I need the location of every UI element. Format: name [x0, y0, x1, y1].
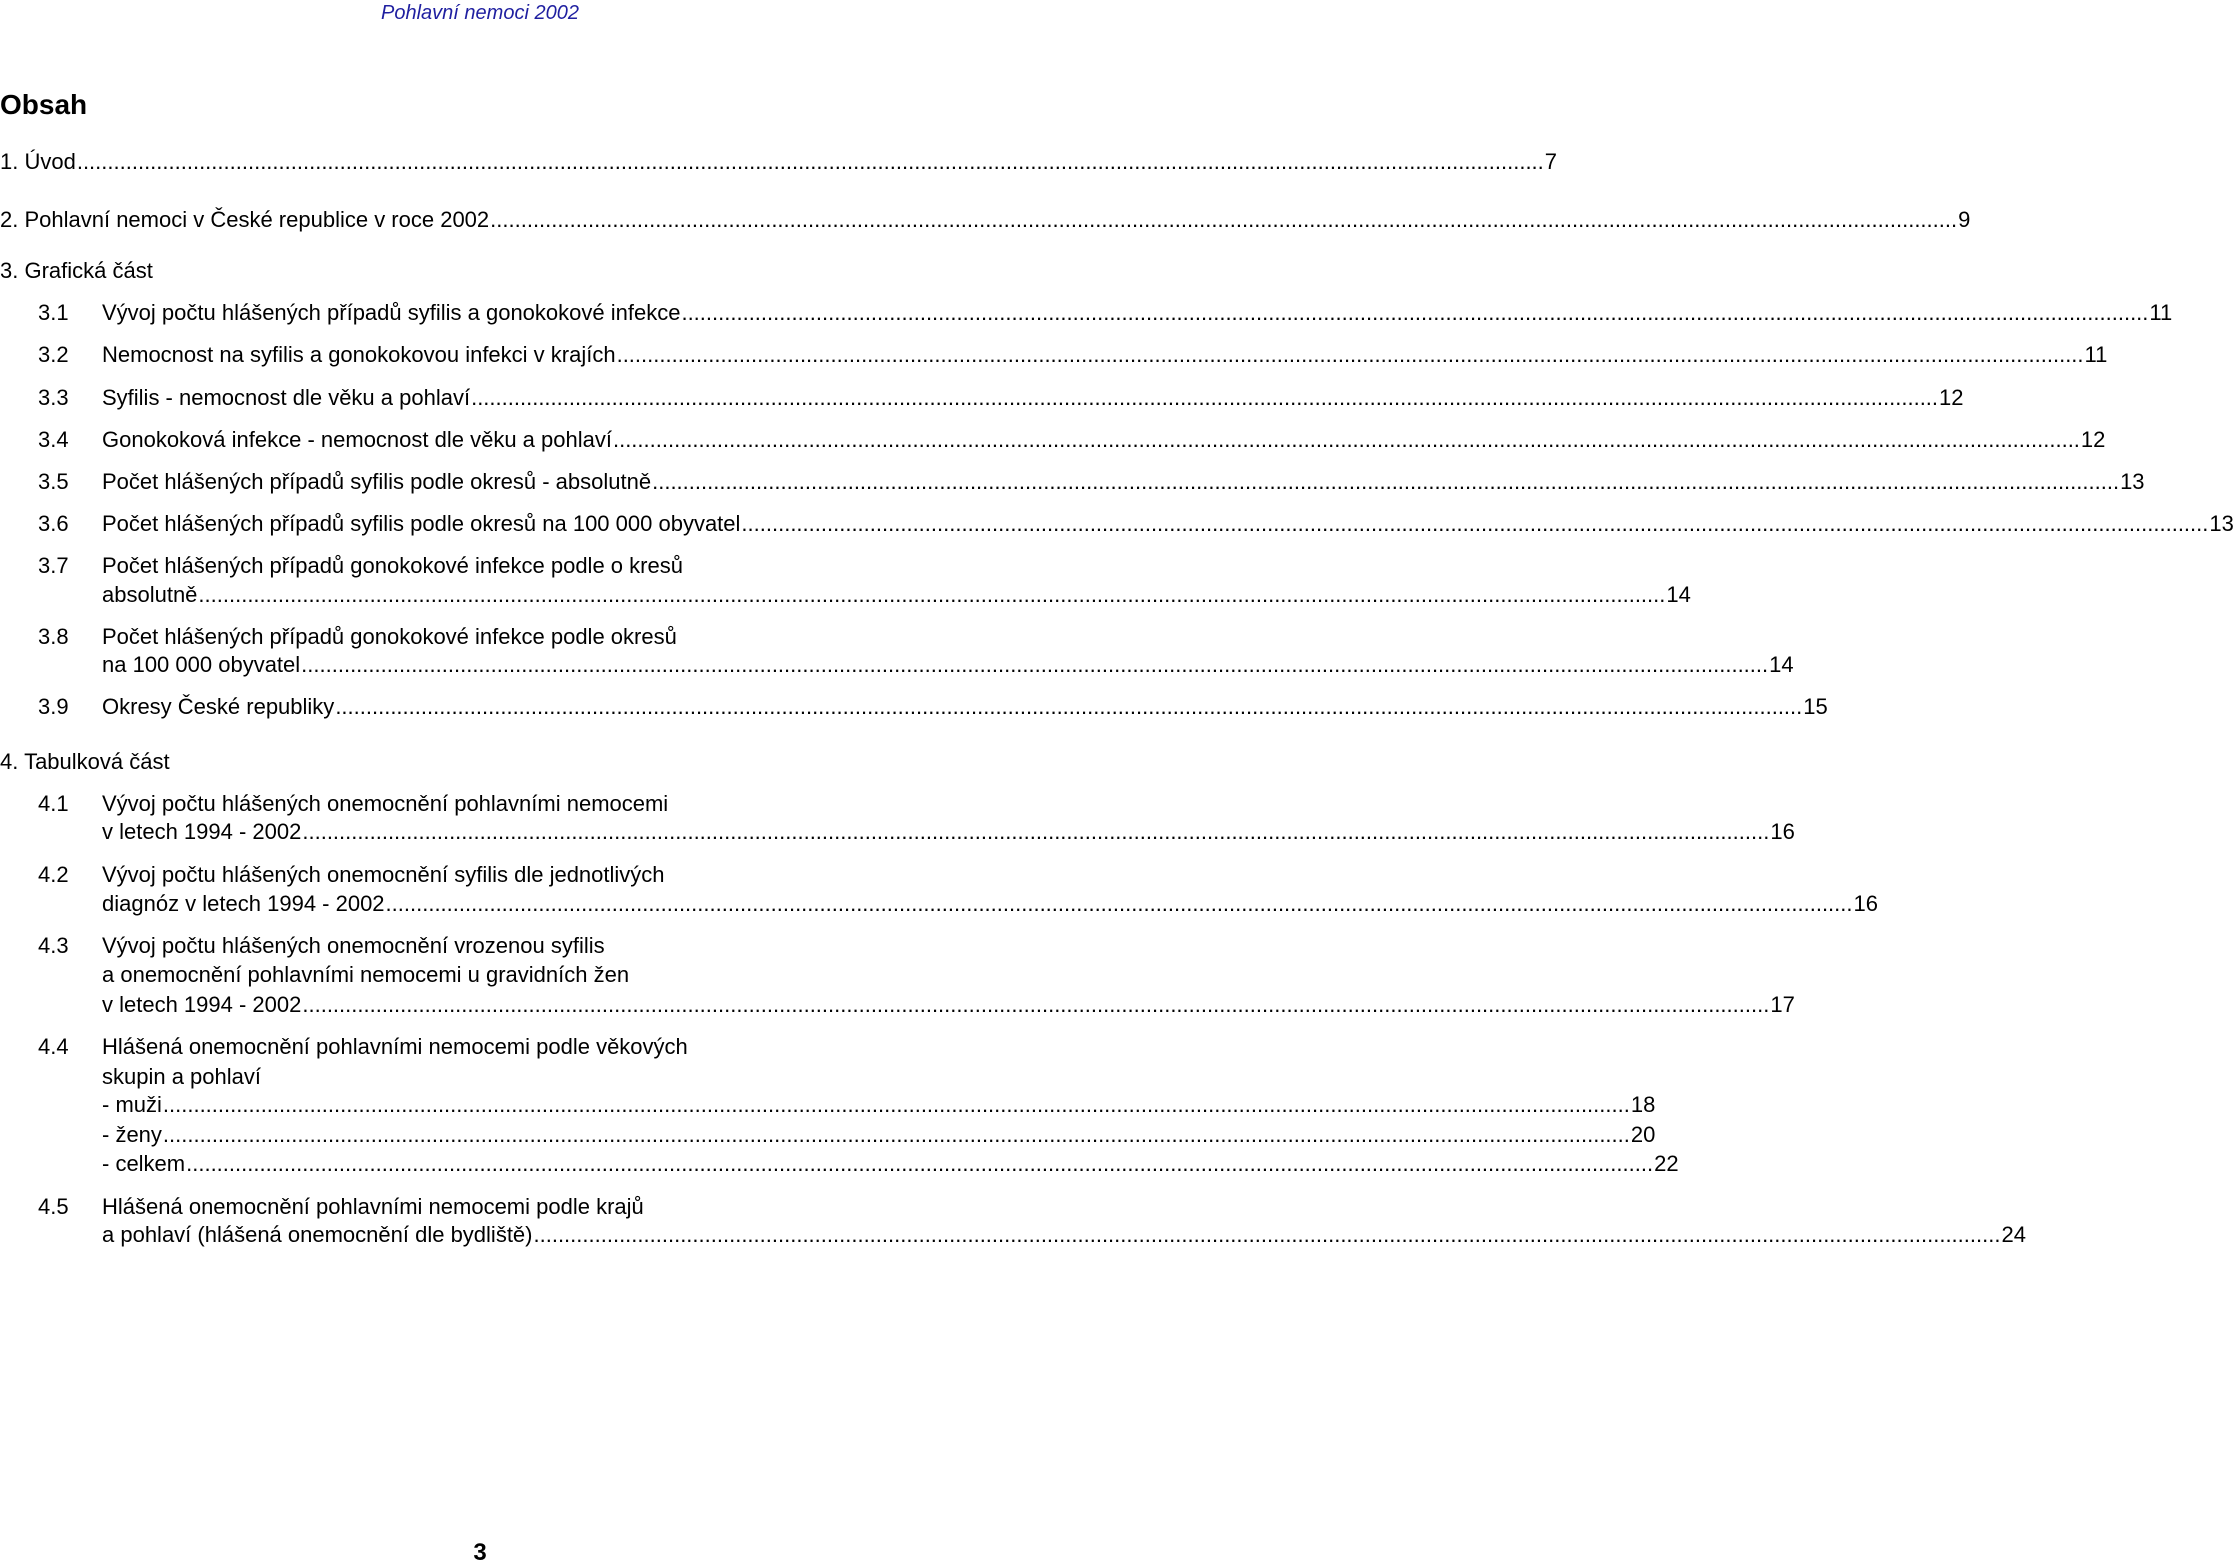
dot-leader: ................................................................................................................................................................................................................................................: [301, 652, 1769, 677]
toc-entry-number: 3.5: [38, 469, 69, 494]
dot-leader: ................................................................................................................................................................................................................................................: [302, 819, 1770, 844]
dot-leader: ................................................................................................................................................................................................................................................: [741, 511, 2209, 536]
dot-leader: ................................................................................................................................................................................................................................................: [302, 992, 1770, 1017]
toc-entry-4-4-line1: Hlášená onemocnění pohlavními nemocemi podle věkových: [102, 1034, 688, 1059]
page-number: 3: [473, 1539, 487, 1566]
toc-entry-page: 16: [1853, 891, 1878, 916]
toc-entry-number: 3.3: [38, 385, 69, 410]
toc-entry-label: v letech 1994 - 2002: [102, 992, 302, 1017]
toc-entry-page: 9: [1958, 207, 1971, 232]
toc-entry-3-9[interactable]: [102, 692, 1828, 721]
toc-entry-page: 17: [1770, 992, 1795, 1017]
dot-leader: ................................................................................................................................................................................................................................................: [490, 207, 1958, 232]
toc-entry-4-4-muzi[interactable]: [102, 1090, 1656, 1119]
toc-entry-4-2-line1: Vývoj počtu hlášených onemocnění syfilis dle jednotlivých: [102, 862, 665, 887]
toc-entry-number: 3.1: [38, 300, 69, 325]
toc-entry-4-4-celkem[interactable]: [102, 1149, 1679, 1178]
toc-entry-label: - celkem: [102, 1151, 186, 1176]
toc-entry-number: 3.6: [38, 511, 69, 536]
toc-entry-3-6[interactable]: [102, 509, 2234, 538]
toc-entry-4-3-line2: a onemocnění pohlavními nemocemi u gravidních žen: [102, 962, 630, 987]
toc-entry-4-5-line1: Hlášená onemocnění pohlavními nemocemi podle krajů: [102, 1194, 644, 1219]
toc-entry-label: absolutně: [102, 582, 198, 607]
toc-entry-page: 12: [2080, 427, 2106, 452]
toc-entry-3-8-line1: Počet hlášených případů gonokokové infekce podle okresů: [102, 624, 677, 649]
toc-entry-number: 4.1: [38, 791, 69, 816]
toc-entry-number: 3.2: [38, 342, 69, 367]
toc-entry-label: na 100 000 obyvatel: [102, 652, 301, 677]
toc-entry-3-4[interactable]: [102, 425, 2106, 454]
dot-leader: ................................................................................................................................................................................................................................................: [162, 1122, 1630, 1147]
toc-entry-label: 2. Pohlavní nemoci v České republice v roce 2002: [0, 207, 490, 232]
toc-entry-page: 11: [2149, 300, 2173, 325]
toc-entry-label: Syfilis - nemocnost dle věku a pohlaví: [102, 385, 471, 410]
toc-entry-3-1[interactable]: [102, 298, 2173, 327]
dot-leader: ................................................................................................................................................................................................................................................: [533, 1222, 2001, 1247]
toc-entry-3-2[interactable]: [102, 340, 2108, 369]
dot-leader: ................................................................................................................................................................................................................................................: [471, 385, 1939, 410]
toc-section-tabulkova-cast: 4. Tabulková část: [0, 749, 170, 774]
toc-entry-3-5[interactable]: [102, 467, 2145, 496]
toc-entry-page: 15: [1803, 694, 1828, 719]
toc-entry-page: 16: [1770, 819, 1795, 844]
toc-entry-number: 4.4: [38, 1034, 69, 1059]
dot-leader: ................................................................................................................................................................................................................................................: [612, 427, 2080, 452]
toc-entry-pohlavni-nemoci[interactable]: [0, 205, 1971, 234]
toc-entry-label: Nemocnost na syfilis a gonokokovou infekci v krajích: [102, 342, 616, 367]
toc-entry-page: 13: [2120, 469, 2145, 494]
toc-entry-page: 22: [1654, 1151, 1679, 1176]
dot-leader: ................................................................................................................................................................................................................................................: [162, 1092, 1630, 1117]
toc-entry-page: 18: [1630, 1092, 1656, 1117]
running-header: Pohlavní nemoci 2002: [381, 2, 579, 24]
toc-entry-4-4-line2: skupin a pohlaví: [102, 1064, 261, 1089]
toc-entry-page: 13: [2209, 511, 2234, 536]
toc-entry-3-8[interactable]: [102, 650, 1794, 679]
toc-entry-page: 24: [2001, 1222, 2026, 1247]
toc-entry-number: 3.8: [38, 624, 69, 649]
toc-entry-label: - ženy: [102, 1122, 162, 1147]
dot-leader: ................................................................................................................................................................................................................................................: [198, 582, 1666, 607]
dot-leader: ................................................................................................................................................................................................................................................: [385, 891, 1853, 916]
toc-entry-label: diagnóz v letech 1994 - 2002: [102, 891, 385, 916]
toc-entry-4-3[interactable]: [102, 990, 1795, 1019]
dot-leader: ................................................................................................................................................................................................................................................: [652, 469, 2120, 494]
dot-leader: ................................................................................................................................................................................................................................................: [186, 1151, 1654, 1176]
toc-entry-number: 4.5: [38, 1194, 69, 1219]
toc-entry-page: 20: [1630, 1122, 1656, 1147]
toc-entry-3-7-line1: Počet hlášených případů gonokokové infekce podle o kresů: [102, 553, 683, 578]
toc-entry-number: 4.3: [38, 933, 69, 958]
toc-section-graficka-cast: 3. Grafická část: [0, 258, 153, 283]
toc-entry-page: 11: [2084, 342, 2108, 367]
toc-entry-3-3[interactable]: [102, 383, 1964, 412]
toc-entry-page: 12: [1939, 385, 1964, 410]
toc-entry-label: a pohlaví (hlášená onemocnění dle bydliště): [102, 1222, 533, 1247]
toc-entry-4-1-line1: Vývoj počtu hlášených onemocnění pohlavními nemocemi: [102, 791, 669, 816]
toc-entry-number: 4.2: [38, 862, 69, 887]
toc-entry-number: 3.4: [38, 427, 69, 452]
toc-entry-label: 1. Úvod: [0, 149, 76, 174]
toc-entry-label: Vývoj počtu hlášených případů syfilis a gonokokové infekce: [102, 300, 681, 325]
toc-entry-3-7[interactable]: [102, 580, 1691, 609]
toc-entry-4-5[interactable]: [102, 1220, 2026, 1249]
toc-entry-number: 3.9: [38, 694, 69, 719]
toc-entry-4-3-line1: Vývoj počtu hlášených onemocnění vrozenou syfilis: [102, 933, 605, 958]
dot-leader: ................................................................................................................................................................................................................................................: [616, 342, 2084, 367]
toc-entry-label: Počet hlášených případů syfilis podle okresů - absolutně: [102, 469, 652, 494]
toc-entry-label: Gonokoková infekce - nemocnost dle věku a pohlaví: [102, 427, 612, 452]
dot-leader: ................................................................................................................................................................................................................................................: [76, 149, 1544, 174]
toc-entry-label: v letech 1994 - 2002: [102, 819, 302, 844]
dot-leader: ................................................................................................................................................................................................................................................: [681, 300, 2149, 325]
toc-entry-page: 14: [1769, 652, 1794, 677]
toc-entry-4-4-zeny[interactable]: [102, 1120, 1656, 1149]
toc-entry-page: 7: [1544, 149, 1558, 174]
toc-entry-uvod[interactable]: [0, 147, 1558, 176]
toc-entry-label: Počet hlášených případů syfilis podle okresů na 100 000 obyvatel: [102, 511, 741, 536]
toc-entry-4-2[interactable]: [102, 889, 1878, 918]
toc-entry-label: Okresy České republiky: [102, 694, 335, 719]
toc-entry-page: 14: [1666, 582, 1691, 607]
toc-entry-4-1[interactable]: [102, 817, 1795, 846]
toc-title: Obsah: [0, 89, 88, 120]
toc-entry-label: - muži: [102, 1092, 162, 1117]
dot-leader: ................................................................................................................................................................................................................................................: [335, 694, 1803, 719]
toc-entry-number: 3.7: [38, 553, 69, 578]
